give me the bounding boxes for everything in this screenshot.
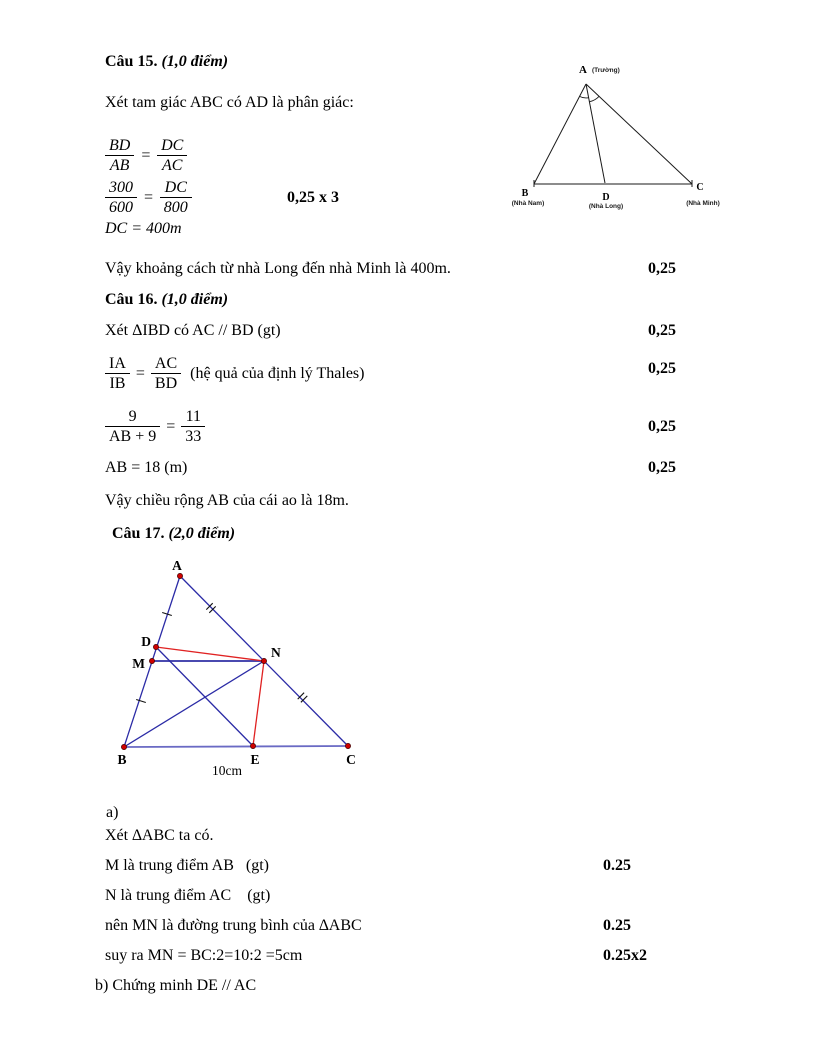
q15-equation-1: [105, 136, 187, 175]
q17-part-a-label: a): [106, 804, 119, 821]
fraction: $\frac{DC}{AC}$: [157, 136, 187, 175]
q17-intro: Xét ∆ABC ta có.: [105, 827, 214, 844]
segment-BN: [124, 661, 264, 747]
q16-line1-marks: 0,25: [648, 322, 676, 339]
equals-sign: =: [135, 364, 145, 382]
q16-line1: Xét ΔIBD có AC // BD (gt): [105, 322, 281, 339]
fraction: $\frac{AC}{BD}$: [151, 354, 181, 393]
q16-heading: [105, 291, 228, 309]
q17-row-mn-value-marks: 0.25x2: [603, 947, 647, 964]
vertex-label-B: B: [521, 188, 529, 199]
q15-points: (1,0 điểm): [161, 53, 229, 70]
equals-sign: =: [143, 188, 154, 206]
vertex-label-C: C: [696, 182, 704, 193]
vertex-label-C: C: [346, 752, 356, 767]
segment-NE: [253, 661, 264, 746]
q17-row-mn-value: suy ra MN = BC:2=10:2 =5cm: [105, 947, 303, 964]
q16-line2-marks: 0,25: [648, 459, 676, 476]
vertex-label-M: M: [132, 656, 145, 671]
point-B: [121, 744, 126, 749]
point-C: [345, 743, 350, 748]
vertex-label-N: N: [271, 645, 281, 660]
vertex-note-A: (Trường): [592, 67, 620, 74]
q16-eq1-marks: 0,25: [648, 360, 676, 377]
q17-part-b-label: b) Chứng minh DE // AC: [95, 977, 257, 994]
q15-conclusion: Vậy khoảng cách từ nhà Long đến nhà Minh là 400m.: [105, 260, 451, 277]
q16-points: (1,0 điểm): [161, 291, 229, 308]
point-A: [177, 573, 182, 578]
q15-equation-2: [105, 178, 192, 217]
side-BC: [124, 746, 348, 747]
q15-inline-marks: 0,25 x 3: [287, 189, 339, 206]
tick-MB: [136, 700, 146, 703]
vertex-label-E: E: [250, 752, 260, 767]
q17-triangle-diagram: [100, 558, 370, 786]
fraction: $\frac{IA}{IB}$: [105, 354, 130, 393]
point-N: [261, 658, 266, 663]
q16-eq1-note: (hệ quả của định lý Thales): [190, 364, 365, 382]
q15-triangle-diagram: [495, 55, 765, 215]
q17-title: Câu 17.: [112, 525, 165, 542]
q16-equation-1: [105, 354, 364, 393]
vertex-label-B: B: [117, 752, 127, 767]
side-AB: [534, 84, 586, 184]
equals-sign: =: [166, 417, 176, 435]
fraction: $\frac{9}{AB + 9}$: [105, 407, 160, 446]
fraction: $\frac{BD}{AB}$: [105, 136, 134, 175]
q17-row-m-marks: 0.25: [603, 857, 631, 874]
q15-title: Câu 15.: [105, 53, 158, 70]
vertex-label-D: D: [602, 192, 610, 203]
vertex-note-B: (Nhà Nam): [511, 200, 545, 207]
angle-arc-right: [589, 96, 599, 101]
q17-row-midsegment-marks: 0.25: [603, 917, 631, 934]
vertex-note-D: (Nhà Long): [588, 203, 624, 210]
q16-title: Câu 16.: [105, 291, 158, 308]
fraction: $\frac{DC}{800}$: [160, 178, 192, 217]
vertex-label-A: A: [172, 558, 182, 573]
q16-equation-2: [105, 407, 205, 446]
q17-row-n-midpoint: N là trung điểm AC (gt): [105, 887, 271, 904]
equals-sign: =: [140, 146, 152, 164]
fraction: $\frac{11}{33}$: [181, 407, 205, 446]
point-M: [149, 658, 154, 663]
point-D: [153, 644, 158, 649]
angle-arc-left: [580, 96, 589, 98]
q15-intro: Xét tam giác ABC có AD là phân giác:: [105, 94, 354, 111]
vertex-label-D: D: [141, 634, 151, 649]
q17-row-midsegment: nên MN là đường trung bình của ∆ABC: [105, 917, 362, 934]
point-E: [250, 743, 255, 748]
q17-points: (2,0 điểm): [168, 525, 236, 542]
q15-conclusion-marks: 0,25: [648, 260, 676, 277]
q15-equation-3: DC = 400m: [105, 220, 182, 237]
vertex-label-A: A: [579, 64, 587, 76]
q17-row-m-midpoint: M là trung điểm AB (gt): [105, 857, 269, 874]
q16-eq2-marks: 0,25: [648, 418, 676, 435]
vertex-note-C: (Nhà Minh): [686, 200, 720, 207]
length-label-10cm: 10cm: [212, 763, 242, 778]
q15-heading: [105, 53, 228, 71]
q16-conclusion: Vậy chiều rộng AB của cái ao là 18m.: [105, 492, 349, 509]
segment-DN: [156, 647, 264, 661]
fraction: $\frac{300}{600}$: [105, 178, 137, 217]
q16-line2: AB = 18 (m): [105, 459, 188, 476]
q17-heading: [112, 525, 235, 543]
